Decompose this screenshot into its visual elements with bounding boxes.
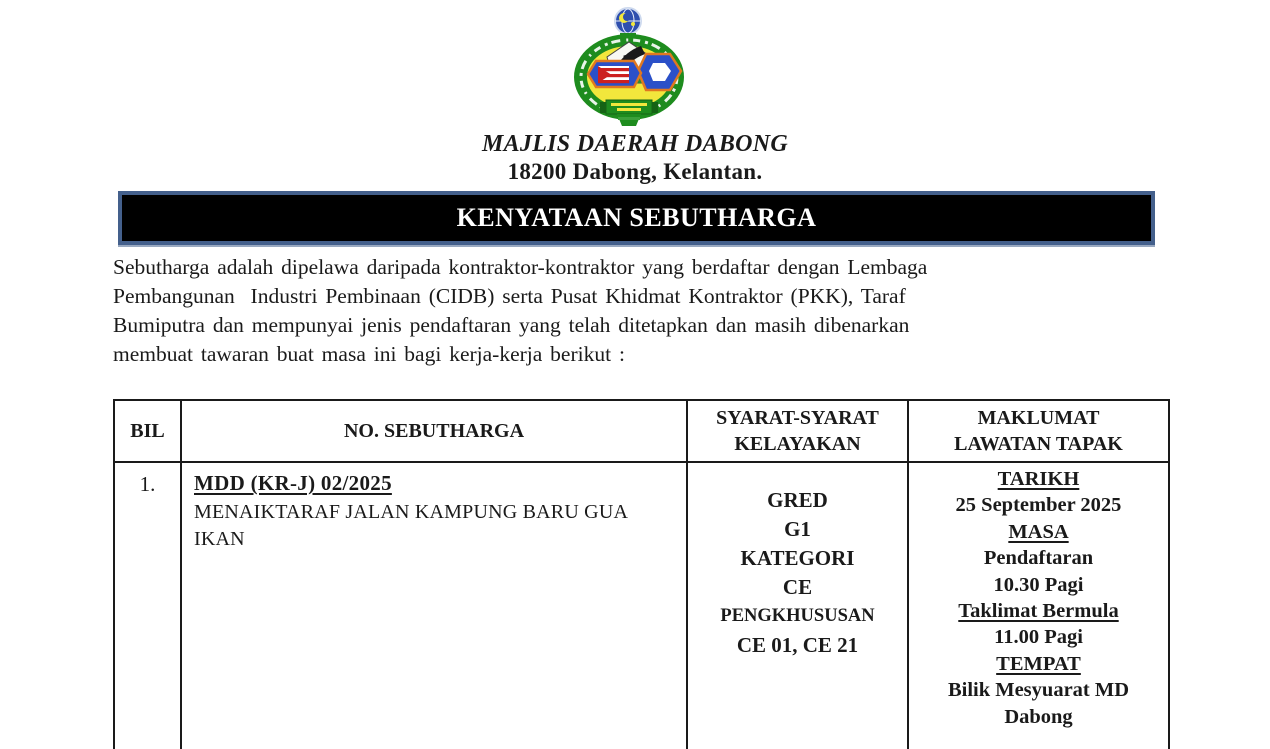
col-header-bil: BIL: [114, 400, 181, 462]
cell-no-sebutharga: [181, 462, 687, 749]
intro-line: membuat tawaran buat masa ini bagi kerja-kerja berikut :: [113, 342, 625, 366]
kelayakan-line: CE: [782, 575, 813, 599]
kelayakan-line: PENGKHUSUSAN: [720, 606, 875, 626]
table-row: [114, 462, 1169, 749]
lawatan-line: Taklimat Bermula: [958, 600, 1119, 623]
intro-line: Pembangunan Industri Pembinaan (CIDB) serta Pusat Khidmat Kontraktor (PKK), Taraf: [113, 284, 906, 308]
lawatan-line: TARIKH: [997, 468, 1080, 490]
lawatan-line: MASA: [1008, 520, 1069, 543]
banner-title: KENYATAAN SEBUTHARGA: [456, 203, 817, 232]
tender-description: MENAIKTARAF JALAN KAMPUNG BARU GUA IKAN: [194, 501, 628, 550]
tender-code: MDD (KR-J) 02/2025: [194, 471, 392, 495]
crest-ribbon: [600, 100, 658, 126]
lawatan-line: 10.30 Pagi: [993, 573, 1084, 596]
crest-logo: [562, 4, 708, 130]
lawatan-line: Dabong: [1004, 705, 1073, 728]
col-header-maklumat-lawatan: MAKLUMAT LAWATAN TAPAK: [908, 400, 1169, 462]
cell-syarat-kelayakan: [687, 462, 908, 749]
intro-line: Bumiputra dan mempunyai jenis pendaftaran yang telah ditetapkan dan masih dibenarkan: [113, 313, 910, 337]
org-address: 18200 Dabong, Kelantan.: [507, 159, 763, 184]
table-header-row: [114, 400, 1169, 462]
col-header-syarat-kelayakan: SYARAT-SYARAT KELAYAKAN: [687, 400, 908, 462]
col-header-no-sebutharga: NO. SEBUTHARGA: [181, 400, 687, 462]
cell-bil: 1.: [114, 462, 181, 749]
intro-paragraph: [113, 253, 1163, 369]
kelayakan-line: KATEGORI: [740, 546, 855, 570]
notice-banner: [118, 191, 1155, 245]
lawatan-line: 25 September 2025: [955, 494, 1122, 517]
globe-icon: [615, 8, 641, 37]
kelayakan-line: GRED: [767, 488, 828, 512]
cell-maklumat-lawatan: [908, 462, 1169, 749]
tender-table: [113, 399, 1170, 749]
kelayakan-line: CE 01, CE 21: [736, 633, 859, 657]
kelayakan-line: G1: [784, 517, 811, 541]
lawatan-line: Bilik Mesyuarat MD: [947, 679, 1130, 702]
org-name: MAJLIS DAERAH DABONG: [481, 131, 789, 157]
intro-line: Sebutharga adalah dipelawa daripada kontraktor-kontraktor yang berdaftar dengan Lembaga: [113, 255, 928, 279]
lawatan-line: 11.00 Pagi: [994, 626, 1083, 649]
lawatan-line: TEMPAT: [996, 652, 1081, 675]
lawatan-line: Pendaftaran: [983, 547, 1094, 570]
